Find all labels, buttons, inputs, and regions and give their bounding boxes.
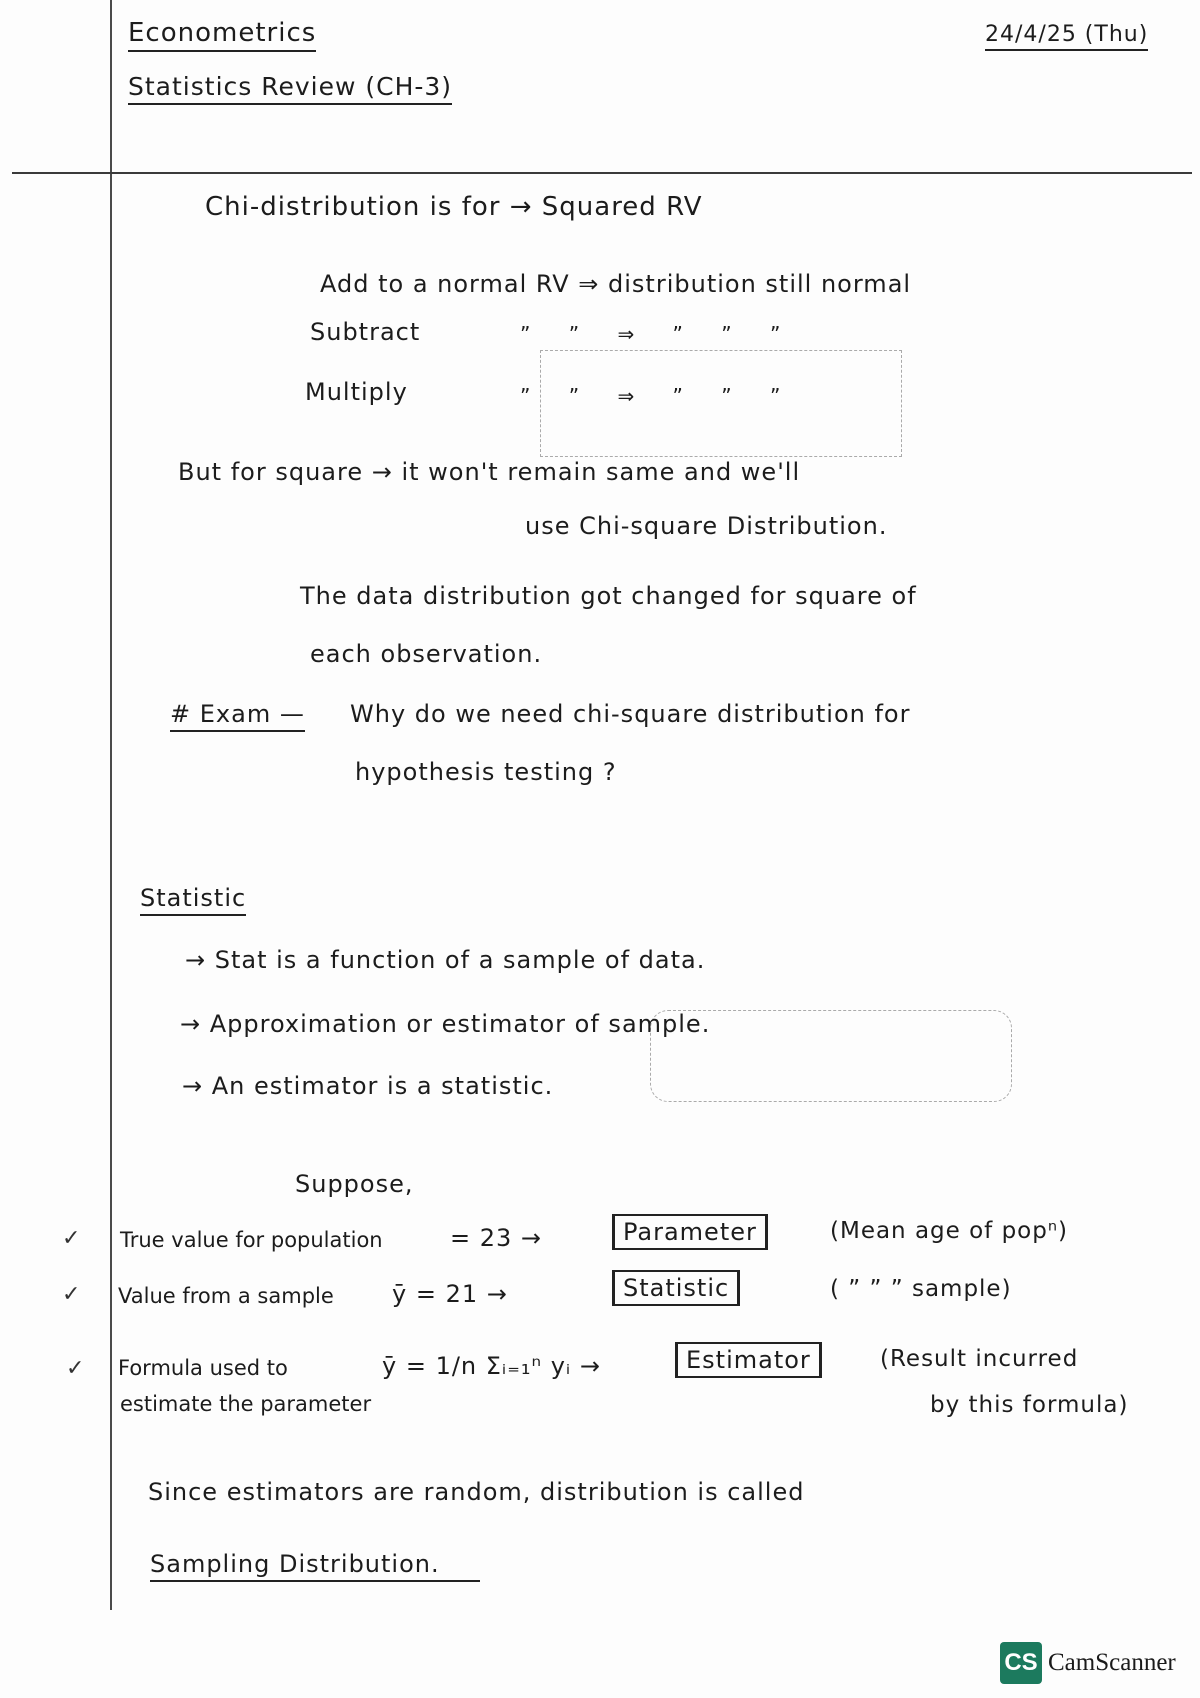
statistic-point-3: → An estimator is a statistic. [182, 1072, 554, 1100]
chi-intro: Chi-distribution is for → Squared RV [205, 192, 703, 222]
chi-row-multiply-ditto: ” ” ⇒ ” ” ” [520, 384, 782, 408]
check-mark-1: ✓ [62, 1226, 81, 1251]
camscanner-name: CamScanner [1048, 1649, 1176, 1676]
chi-row-subtract: Subtract [310, 318, 421, 346]
conclusion-line-1: Since estimators are random, distribution is called [148, 1478, 805, 1506]
check-mark-2: ✓ [62, 1282, 81, 1307]
sample-value-label: Value from a sample [118, 1284, 334, 1308]
square-line-2: use Chi-square Distribution. [525, 512, 888, 540]
sample-value-expr: ȳ = 21 → [392, 1280, 508, 1308]
estimator-note-2: by this formula) [930, 1392, 1129, 1418]
formula-expr: ȳ = 1/n Σᵢ₌₁ⁿ yᵢ → [382, 1352, 601, 1380]
parameter-note: (Mean age of popⁿ) [830, 1218, 1068, 1244]
data-line-2: each observation. [310, 640, 543, 668]
chi-row-add: Add to a normal RV ⇒ distribution still normal [320, 270, 912, 298]
estimator-note-1: (Result incurred [880, 1346, 1079, 1372]
suppose-label: Suppose, [295, 1170, 414, 1198]
true-value-label: True value for population [120, 1228, 383, 1252]
formula-label-1: Formula used to [118, 1356, 288, 1380]
page-title: Econometrics [128, 18, 316, 52]
check-mark-3: ✓ [66, 1356, 85, 1381]
statistic-point-1: → Stat is a function of a sample of data. [185, 946, 706, 974]
conclusion-line-2: Sampling Distribution. [150, 1550, 480, 1582]
parameter-box: Parameter [612, 1214, 768, 1250]
statistic-note: ( ” ” ” sample) [830, 1276, 1012, 1302]
page-date: 24/4/25 (Thu) [985, 22, 1148, 51]
data-line-1: The data distribution got changed for square of [300, 582, 917, 610]
statistic-box: Statistic [612, 1270, 740, 1306]
statistic-heading: Statistic [140, 884, 246, 916]
header-rule [12, 172, 1192, 174]
camscanner-icon: CS [1000, 1642, 1042, 1684]
exam-question-2: hypothesis testing ? [355, 758, 617, 786]
exam-question-1: Why do we need chi-square distribution for [350, 700, 911, 728]
chi-row-subtract-ditto: ” ” ⇒ ” ” ” [520, 322, 782, 346]
estimator-box: Estimator [675, 1342, 822, 1378]
square-line-1: But for square → it won't remain same and we'll [178, 458, 801, 486]
formula-label-2: estimate the parameter [120, 1392, 372, 1416]
page-subtitle: Statistics Review (CH-3) [128, 72, 452, 105]
camscanner-logo [1000, 1642, 1176, 1684]
margin-line [110, 0, 112, 1610]
chi-row-multiply: Multiply [305, 378, 408, 406]
true-value-expr: = 23 → [450, 1224, 543, 1252]
exam-label: # Exam — [170, 700, 305, 732]
statistic-point-2: → Approximation or estimator of sample. [180, 1010, 711, 1038]
